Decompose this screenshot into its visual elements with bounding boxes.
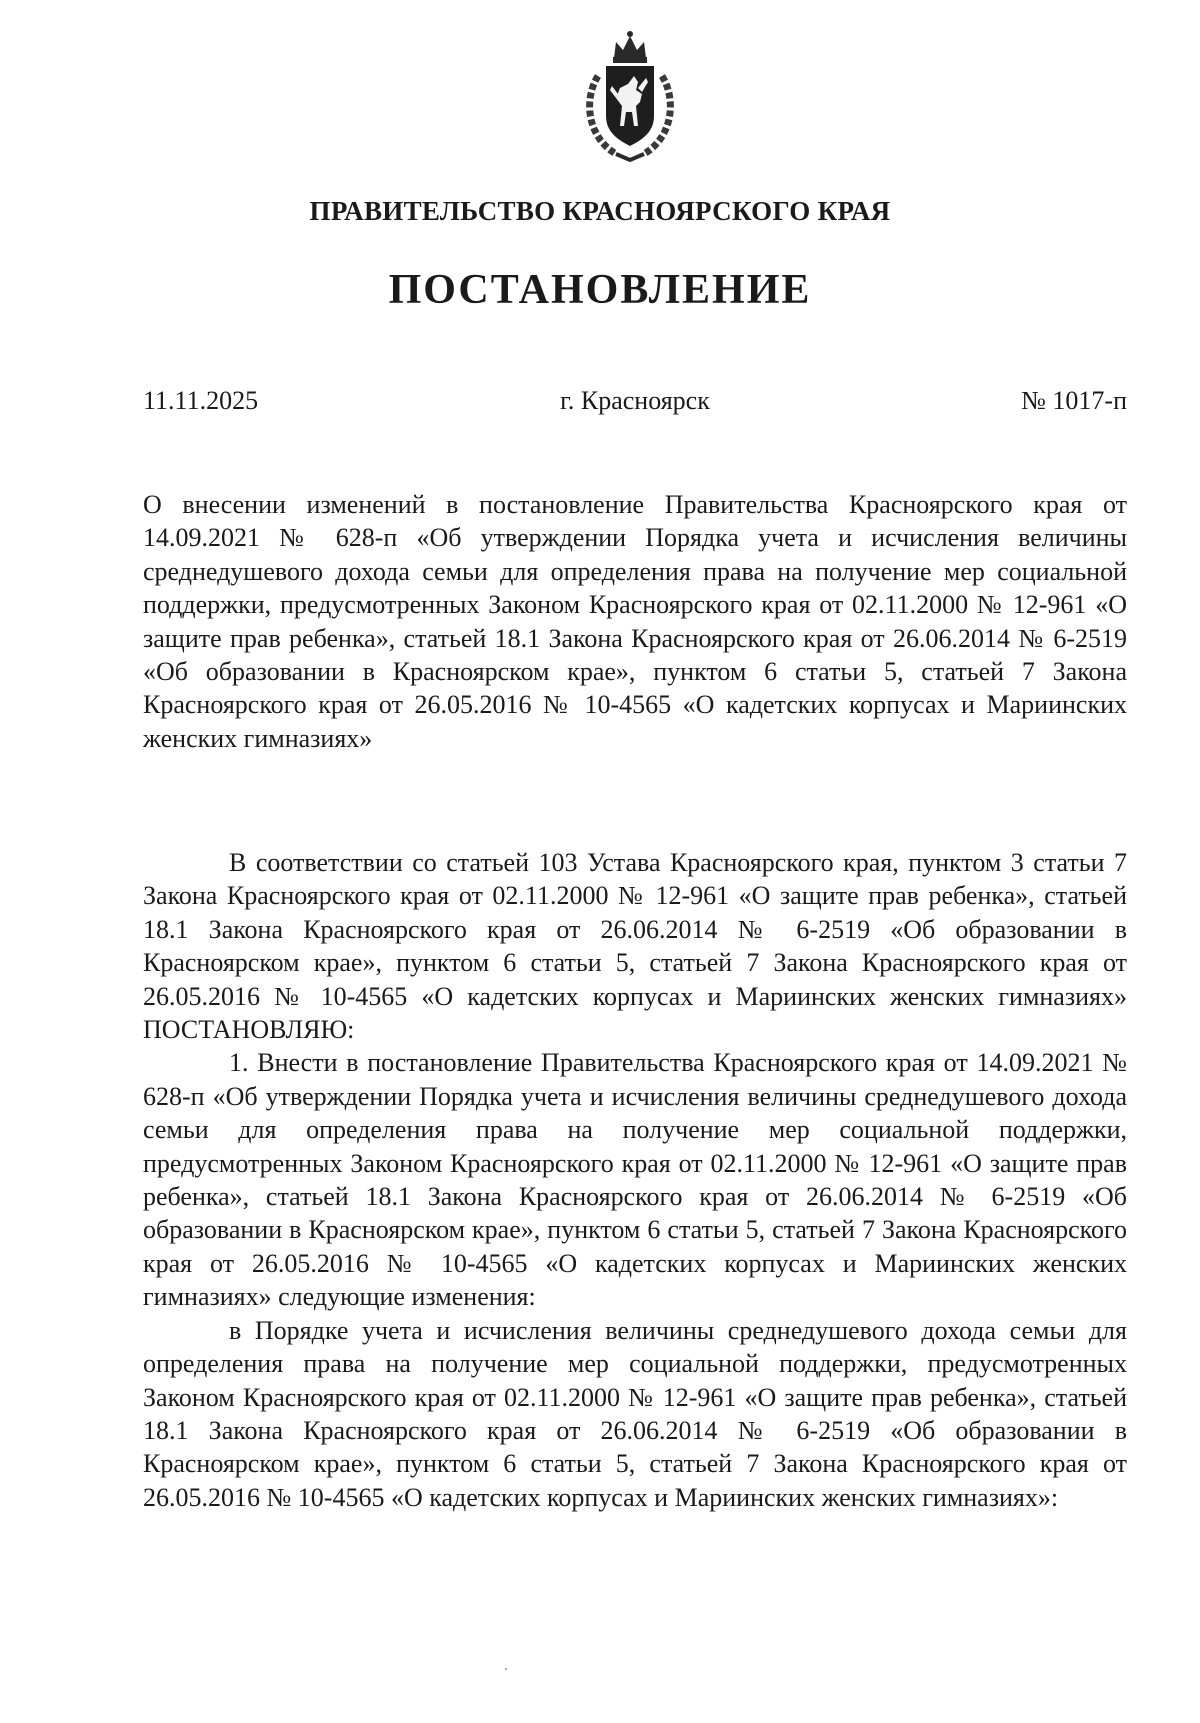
document-type-heading: ПОСТАНОВЛЕНИЕ bbox=[388, 267, 812, 313]
item-1-paragraph: 1. Внести в постановление Правительства Красноярского края от 14.09.2021 № 628-п «Об утверждении Порядка учета и исчисления величины среднедушевого дохода семьи для определения права на получение мер социальной поддержки, предусмотренных Законом Красноярского края от 02.11.2000 № 12-961 «О защите прав ребенка», статьей 18.1 Закона Красноярского края от 26.06.2014 № 6-2519 «Об образовании в Красноярском крае», пунктом 6 статьи 5, статьей 7 Закона Красноярского края от 26.05.2016 № 10-4565 «О кадетских корпусах и Мариинских женских гимназиях» следующие изменения: bbox=[143, 1048, 1127, 1312]
document-meta-row bbox=[143, 386, 1127, 420]
item-1-detail-paragraph: в Порядке учета и исчисления величины среднедушевого дохода семьи для определения права на получение мер социальной поддержки, предусмотренных Законом Красноярского края от 02.11.2000 № 12-961 «О защите прав ребенка», статьей 18.1 Закона Красноярского края от 26.06.2014 № 6-2519 «Об образовании в Красноярском крае», пунктом 6 статьи 5, статьей 7 Закона Красноярского края от 26.05.2016 № 10-4565 «О кадетских корпусах и Мариинских женских гимназиях»: bbox=[143, 1315, 1127, 1512]
document-body bbox=[143, 846, 1127, 1514]
preamble-paragraph: В соответствии со статьей 103 Устава Красноярского края, пунктом 3 статьи 7 Закона Красноярского края от 02.11.2000 № 12-961 «О защите прав ребенка», статьей 18.1 Закона Красноярского края от 26.06.2014 № 6-2519 «Об образовании в Красноярском крае», пунктом 6 статьи 5, статьей 7 Закона Красноярского края от 26.05.2016 № 10-4565 «О кадетских корпусах и Мариинских женских гимназиях» ПОСТАНОВЛЯЮ: bbox=[143, 848, 1127, 1045]
document-city: г. Красноярск bbox=[560, 386, 710, 415]
document-number: № 1017-п bbox=[1021, 386, 1127, 415]
document-subject: О внесении изменений в постановление Правительства Красноярского края от 14.09.2021 № 628-п «Об утверждении Порядка учета и исчисления величины среднедушевого дохода семьи для определения права на получение мер социальной поддержки, предусмотренных Законом Красноярского края от 02.11.2000 № 12-961 «О защите прав ребенка», статьей 18.1 Закона Красноярского края от 26.06.2014 № 6-2519 «Об образовании в Красноярском крае», пунктом 6 статьи 5, статьей 7 Закона Красноярского края от 26.05.2016 № 10-4565 «О кадетских корпусах и Мариинских женских гимназиях» bbox=[143, 490, 1127, 753]
document-date: 11.11.2025 bbox=[143, 386, 259, 415]
organization-title: ПРАВИТЕЛЬСТВО КРАСНОЯРСКОГО КРАЯ bbox=[309, 196, 891, 226]
krasnoyarsk-krai-coat-of-arms-icon bbox=[576, 28, 684, 166]
scan-speck bbox=[505, 1668, 507, 1670]
